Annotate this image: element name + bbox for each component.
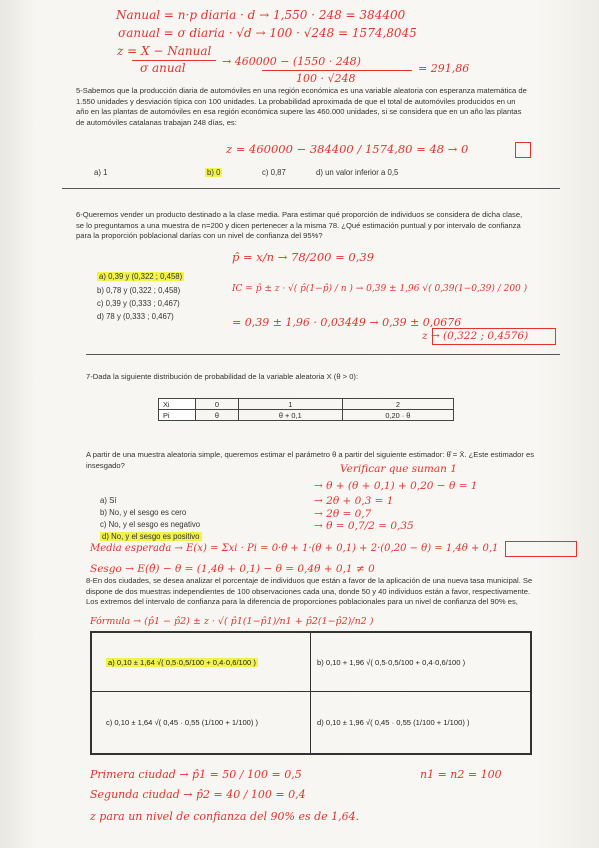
q8-hw-sample-size: n1 = n2 = 100 xyxy=(420,768,502,781)
q6-hw-calc: = 0,39 ± 1,96 · 0,03449 → 0,39 ± 0,0676 xyxy=(232,316,462,329)
hw-line-1: Nanual = n·p diaria · d → 1,550 · 248 = 384400 xyxy=(116,8,406,22)
hw-line-2: σanual = σ diaria · √d → 100 · √248 = 1574,8045 xyxy=(118,26,417,40)
q7-hw-bias: Sesgo → E(θ̂) − θ = (1,4θ + 0,1) − θ = 0,4θ + 0,1 ≠ 0 xyxy=(90,563,375,575)
q8-option-d-text: d) 0,10 ± 1,96 √( 0,45 · 0,55 (1/100 + 1/100) ) xyxy=(317,718,470,727)
q6-answer-box xyxy=(432,328,556,345)
q8-hw-city-2: Segunda ciudad → p̂2 = 40 / 100 = 0,4 xyxy=(90,788,306,801)
q7-hw-step-1: → θ + (θ + 0,1) + 0,20 − θ = 1 xyxy=(314,480,478,492)
divider-q6 xyxy=(86,354,560,355)
hw-line-3-denominator: σ anual xyxy=(140,61,186,75)
q7-option-d-highlight: d) No, y el sesgo es positivo xyxy=(102,532,200,541)
q8-options-grid xyxy=(90,631,532,755)
q6-hw-interval: IC = p̂ ± z · √( p̂(1−p̂) / n ) → 0,39 ± 1,96 √( 0,39(1−0,39) / 200 ) xyxy=(232,284,528,294)
q8-option-a xyxy=(91,632,311,692)
q8-hw-city-1: Primera ciudad → p̂1 = 50 / 100 = 0,5 xyxy=(90,768,302,781)
q5-option-d: d) un valor inferior a 0,5 xyxy=(316,168,399,177)
question-7-text: 7-Dada la siguiente distribución de probabilidad de la variable aleatoria X (θ > 0): xyxy=(86,372,359,381)
q6-option-c: c) 0,39 y (0,333 ; 0,467) xyxy=(97,299,180,308)
q8-hw-z: z para un nivel de confianza del 90% es de 1,64. xyxy=(90,810,360,823)
hw-line-3-numerator: → 460000 − (1550 · 248) xyxy=(222,55,361,68)
hw-line-3: z = X − Nanual xyxy=(117,44,212,58)
q8-option-c-text: c) 0,10 ± 1,64 √( 0,45 · 0,55 (1/100 + 1/100) ) xyxy=(106,718,259,727)
q7-hw-step-3: → 2θ = 0,7 xyxy=(314,508,372,520)
q7-option-a: a) Sí xyxy=(100,496,117,505)
q5-option-b-highlight: b) 0 xyxy=(207,168,221,177)
q7-option-b: b) No, y el sesgo es cero xyxy=(100,508,187,517)
hw-fraction-bar-2 xyxy=(262,70,412,71)
q6-hw-result: z → (0,322 ; 0,4576) xyxy=(422,330,529,342)
q7-table-x-0: 0 xyxy=(196,399,239,410)
q7-option-d xyxy=(100,532,202,541)
q7-distribution-table xyxy=(158,398,454,421)
q5-answer-box xyxy=(515,142,531,158)
q8-option-d xyxy=(310,691,531,754)
divider-q5 xyxy=(62,188,560,189)
q5-option-a: a) 1 xyxy=(94,168,108,177)
q6-option-a-highlight: a) 0,39 y (0,322 ; 0,458) xyxy=(99,272,183,281)
q6-option-a xyxy=(97,272,184,281)
q7-table-x-1: 1 xyxy=(238,399,342,410)
q5-option-b xyxy=(205,168,222,177)
q7-table-p-0: θ xyxy=(196,410,239,421)
q6-option-d: d) 78 y (0,333 ; 0,467) xyxy=(97,312,174,321)
q7-option-c: c) No, y el sesgo es negativo xyxy=(100,520,201,529)
q7-table-p-2: 0,20 · θ xyxy=(342,410,453,421)
q8-hw-formula: Fórmula → (p̂1 − p̂2) ± z · √( p̂1(1−p̂1)/n1 + p̂2(1−p̂2)/n2 ) xyxy=(90,616,374,627)
question-8-text: 8-En dos ciudades, se desea analizar el porcentaje de individuos que están a favor de la aplicación de una nueva tasa municipal. Se dispone de dos muestras independientes de 100 observaciones cada una, donde 50 y 40 individuos están a favor, respectivamente. Los extremos del intervalo de confianza para la diferencia de proporciones poblacionales para un nivel de confianza del 90% es, xyxy=(86,576,533,607)
question-6-text: 6-Queremos vender un producto destinado a la clase media. Para estimar qué proporción de individuos se considera de dicha clase, se lo preguntamos a una muestra de n=200 y dicen pertenecer a la misma 78. ¿Qué estimación puntual y por intervalo de confianza para la proporción poblacional darías con un nivel de confianza del 95%? xyxy=(76,210,523,241)
question-5-text: 5-Sabemos que la producción diaria de automóviles en una región económica es una variable aleatoria con esperanza matemática de 1.550 unidades y desviación típica con 100 unidades. La probabilidad aproximada de que el total de automóviles producidos en un año en las plantas de automóviles en esa región económica supere las 460.000 unidades, si se considera que en un año las plantas de automóviles catalanas trabajan 248 días, es: xyxy=(76,86,527,127)
q7-table-p-1: θ + 0,1 xyxy=(238,410,342,421)
q7-hw-verify: Verificar que suman 1 xyxy=(340,463,457,475)
q7-hw-expected: Media esperada → E(x) = Σxi · Pi = 0·θ + 1·(θ + 0,1) + 2·(0,20 − θ) = 1,4θ + 0,1 xyxy=(90,543,499,554)
hw-line-3-result: = 291,86 xyxy=(418,62,470,75)
hw-line-3-den-2: 100 · √248 xyxy=(296,72,356,85)
q8-option-b-text: b) 0,10 + 1,96 √( 0,5·0,5/100 + 0,4·0,6/100 ) xyxy=(317,657,466,667)
q6-hw-point: p̂ = x/n → 78/200 = 0,39 xyxy=(232,250,375,264)
q5-handwriting: z = 460000 − 384400 / 1574,80 = 48 → 0 xyxy=(226,142,469,156)
q7-table-x-2: 2 xyxy=(342,399,453,410)
q7-answer-box xyxy=(505,541,577,557)
q7-hw-step-4: → θ = 0,7/2 = 0,35 xyxy=(314,520,414,532)
q8-option-b xyxy=(310,632,531,692)
q8-option-c xyxy=(91,691,311,754)
q5-option-c: c) 0,87 xyxy=(262,168,286,177)
q8-option-a-highlight: a) 0,10 ± 1,64 √( 0,5·0,5/100 + 0,4·0,6/100 ) xyxy=(108,657,256,667)
q6-option-b: b) 0,78 y (0,322 ; 0,458) xyxy=(97,286,181,295)
q7-table-header-p: Pi xyxy=(159,410,196,421)
question-7-text-2: A partir de una muestra aleatoria simple, queremos estimar el parámetro θ a partir del siguiente estimador: θ̂ = X̄. ¿Este estimador es insesgado? xyxy=(86,450,535,470)
q7-hw-step-2: → 2θ + 0,3 = 1 xyxy=(314,495,394,507)
q7-table-header-x: Xi xyxy=(159,399,196,410)
